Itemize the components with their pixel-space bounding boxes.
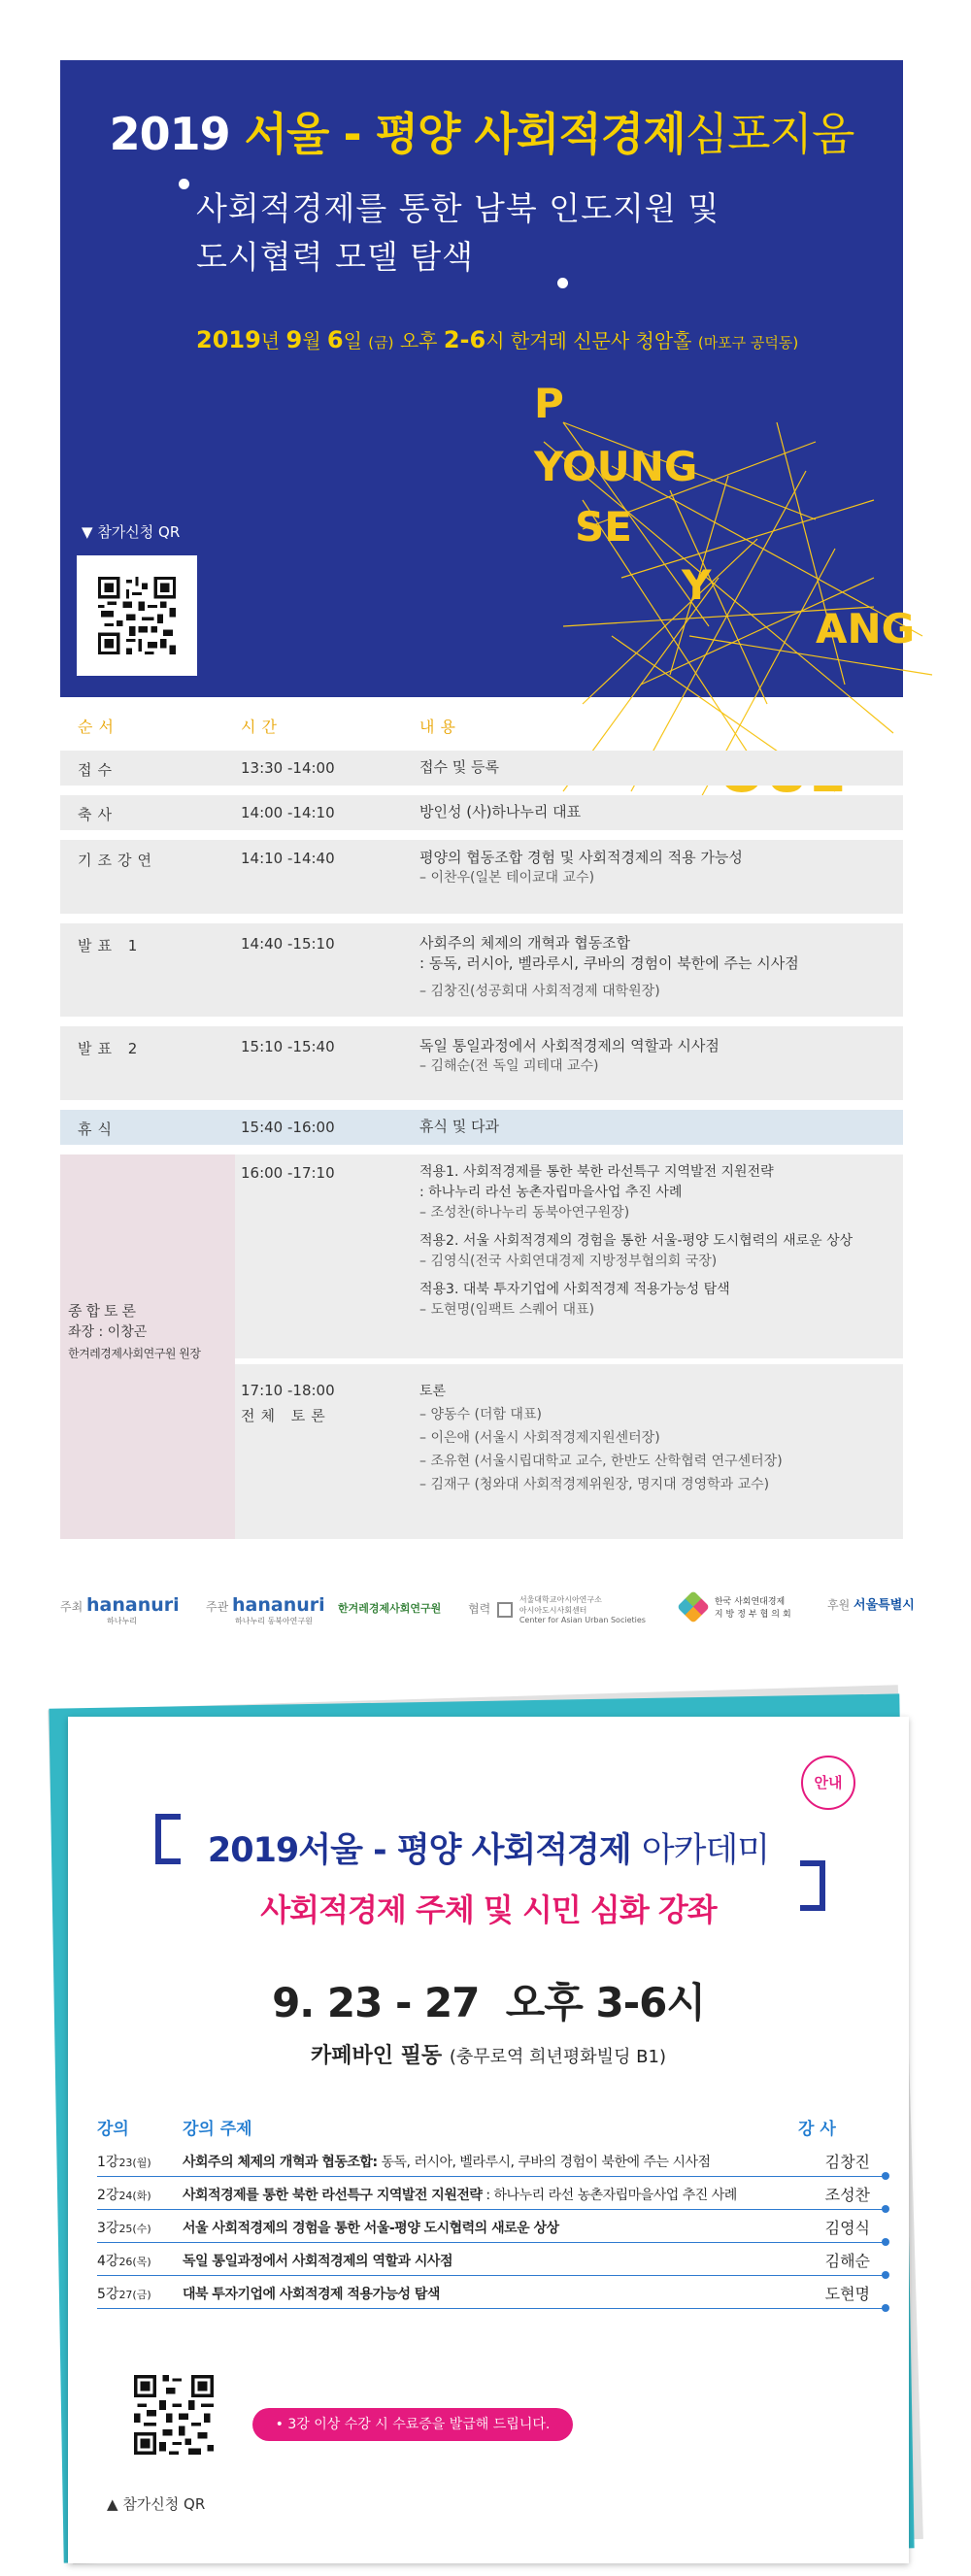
snu-logo-icon [497,1602,513,1618]
notice-badge: 안내 [801,1756,855,1810]
symposium-subtitle [196,184,720,282]
qr-label: ▼ 참가신청 QR [82,523,181,541]
schedule-row: 기조강연 14:10 -14:40 평양의 협동조합 경험 및 사회적경제의 적용 가능성 – 이찬우(일본 테이쿄대 교수) [60,840,903,914]
academy-date: 9. 23 - 27 오후 3-6시 [272,1979,705,2026]
hananuri-logo: hananuri [232,1594,325,1616]
schedule-row: 발표 1 14:40 -15:10 사회주의 체제의 개혁과 협동조합 : 동독, 러시아, 벨라루시, 쿠바의 경험이 북한에 주는 시사점 – 김창진(성공회대 사회적경제 대학원장) [60,923,903,1017]
schedule-row: 발표 2 15:10 -15:40 독일 통일과정에서 사회적경제의 역할과 시사점 – 김해순(전 독일 괴테대 교수) [60,1026,903,1100]
symposium-title [60,99,903,163]
letter-y: Y [682,561,712,609]
lecture-row: 1강23(월) 사회주의 체제의 개혁과 협동조합: 동독, 러시아, 벨라루시, 쿠바의 경험이 북한에 주는 시사점 김창진 [97,2144,884,2177]
subtitle-line-1: 사회적경제를 통한 남북 인도지원 및 [196,189,720,227]
header-time: 시간 [241,718,283,736]
decor-dot [557,278,568,288]
registration-qr-code[interactable] [77,555,197,676]
letters-young: YOUNG [534,443,698,490]
qr-icon [98,577,176,654]
academy-subtitle: 사회적경제 주체 및 시민 심화 강좌 [260,1891,717,1928]
header-content: 내용 [419,718,461,736]
title-year: 2019 [109,108,230,160]
panel-discussion-block [60,1154,903,1539]
host-sponsor: 주최 hananuri 하나누리 [60,1594,180,1625]
hankyoreh-institute: 한겨레경제사회연구원 [338,1602,442,1615]
hananuri-logo: hananuri [86,1594,180,1616]
header-topic: 강의 주제 [183,2120,252,2139]
title-tail: 심포지움 [685,108,854,160]
academy-place: 카페바인 필동 (충무로역 희년평화빌딩 B1) [310,2044,666,2068]
certificate-note: • 3강 이상 수강 시 수료증을 발급해 드립니다. [252,2408,573,2441]
solidarity-council-logo-icon [677,1590,710,1623]
panel-session-discussion: 17:10 -18:00 전체 토론 토론 – 양동수 (더함 대표) – 이은애 (서울시 사회적경제지원센터장) – 조유현 (서울시립대학교 교수, 한반도 산학협력 연구센터장) – 김재구 (청와대 사회적경제위원장, 명지대 경영학과 교수) [241,1382,783,1492]
academy-qr-label: ▲ 참가신청 QR [107,2495,206,2513]
schedule-row-break: 휴식 15:40 -16:00 휴식 및 다과 [60,1110,903,1145]
schedule-row: 축사 14:00 -14:10 방인성 (사)하나누리 대표 [60,795,903,830]
lecture-row: 5강27(금) 대북 투자기업에 사회적경제 적용가능성 탐색 도현명 [97,2276,884,2309]
subtitle-line-2: 도시협력 모델 탐색 [196,238,475,276]
symposium-date: 2019년 9월 6일 (금) 오후 2-6시 한겨레 신문사 청암홀 (마포구 공덕동) [196,326,799,353]
seoul-city-logo: 서울특별시 [854,1598,915,1613]
lecture-row: 3강25(수) 서울 사회적경제의 경험을 통한 서울-평양 도시협력의 새로운 상상 김영식 [97,2210,884,2243]
panel-session-applications: 16:00 -17:10 적용1. 사회적경제를 통한 북한 라선특구 지역발전 지원전략 : 하나누리 라선 농촌자립마을사업 추진 사례 – 조성찬(하나누리 동북아연구원장) 적용2. 서울 사회적경제의 경험을 통한 서울-평양 도시협력의 새로운 상상 – 김영식(전국 사회연대경제 지방정부협의회 국장) 적용3. 대북 투자기업에 사회적경제 적용가능성 탐색 – 도현명(임팩트 스퀘어 대표) [235,1154,903,1364]
schedule-table [60,697,903,1549]
organizer: 주관 hananuri 하나누리 동북아연구원 [206,1594,325,1625]
title-main: 서울 - 평양 사회적경제 [244,108,686,160]
academy-registration-qr-code[interactable] [134,2375,214,2455]
lecture-row: 4강26(목) 독일 통일과정에서 사회적경제의 역할과 시사점 김해순 [97,2243,884,2276]
cooperation-sponsor-1: 협력 서울대학교아시아연구소 아시아도시사회센터 Center for Asian Urban Societies [468,1595,646,1624]
cooperation-sponsor-2: 한국 사회연대경제 지방정부협의회 [682,1594,794,1620]
academy-title: 2019서울 - 평양 사회적경제 아카데미 [207,1831,770,1870]
venue: 한겨레 신문사 청암홀 [510,329,692,352]
schedule-row: 접수 13:30 -14:00 접수 및 등록 [60,751,903,786]
header-speaker: 강 사 [798,2120,836,2139]
letter-p: P [534,384,564,427]
header-lecture: 강의 [97,2120,129,2139]
lecture-row: 2강24(화) 사회적경제를 통한 북한 라선특구 지역발전 지원전략 : 하나누리 라선 농촌자립마을사업 추진 사례 조성찬 [97,2177,884,2210]
academy-card [68,1717,909,2563]
sponsors-bar [60,1583,915,1631]
supporter: 후원 서울특별시 [827,1598,915,1613]
letters-ang: ANG [816,605,916,652]
header-order: 순서 [78,718,119,736]
panel-label: 종합토론 좌장 : 이창곤 한겨레경제사회연구원 원장 [60,1154,230,1539]
schedule-header [60,697,903,751]
decor-dot [179,179,189,189]
letters-se: SE [575,503,632,551]
